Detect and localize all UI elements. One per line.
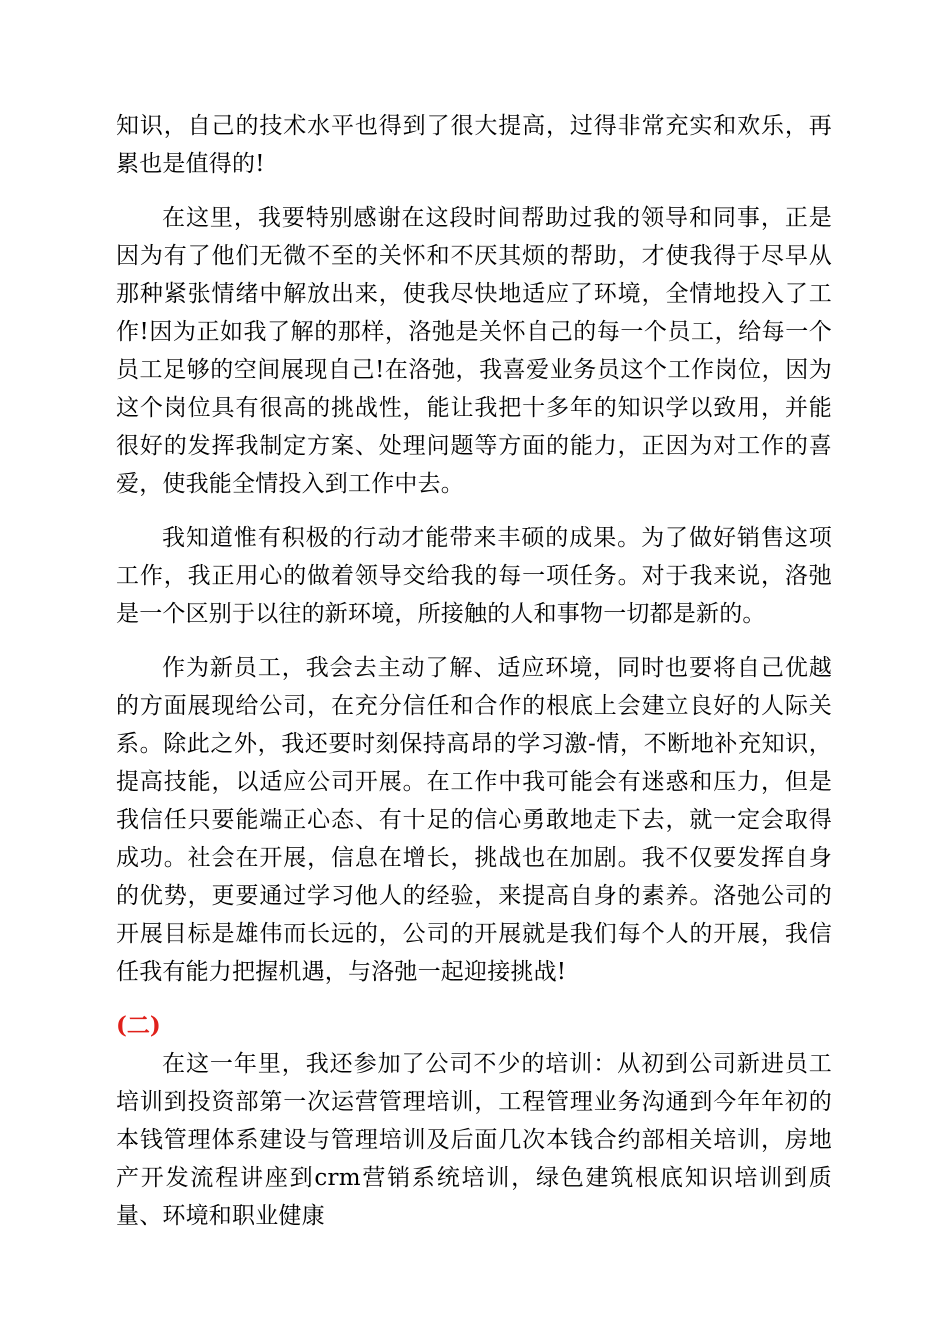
section-heading: (二) (116, 1012, 161, 1039)
paragraph-continuation: 知识，自己的技术水平也得到了很大提高，过得非常充实和欢乐，再累也是值得的! (116, 113, 832, 177)
paragraph-new-employee: 作为新员工，我会去主动了解、适应环境，同时也要将自己优越的方面展现给公司，在充分信任和合作的根底上会建立良好的人际关系。除此之外，我还要时刻保持高昂的学习激-情，不断地补充知识，提高技能，以适应公司开展。在工作中我可能会有迷惑和压力，但是我信任只要能端正心态、有十足的信心勇敢地走下去，就一定会取得成功。社会在开展，信息在增长，挑战也在加剧。我不仅要发挥自身的优势，更要通过学习他人的经验，来提高自身的素养。洛弛公司的开展目标是雄伟而长远的，公司的开展就是我们每个人的开展，我信任我有能力把握机遇，与洛弛一起迎接挑战! (116, 655, 832, 985)
paragraph-action: 我知道惟有积极的行动才能带来丰硕的成果。为了做好销售这项工作，我正用心的做着领导交给我的每一项任务。对于我来说，洛弛是一个区别于以往的新环境，所接触的人和事物一切都是新的。 (116, 525, 832, 627)
paragraph-training: 在这一年里，我还参加了公司不少的培训：从初到公司新进员工培训到投资部第一次运营管理培训，工程管理业务沟通到今年年初的本钱管理体系建设与管理培训及后面几次本钱合约部相关培训，房地产开发流程讲座到crm营销系统培训，绿色建筑根底知识培训到质量、环境和职业健康 (116, 1051, 832, 1229)
document-page (116, 107, 832, 1235)
paragraph-thanks: 在这里，我要特别感谢在这段时间帮助过我的领导和同事，正是因为有了他们无微不至的关怀和不厌其烦的帮助，才使我得于尽早从那种紧张情绪中解放出来，使我尽快地适应了环境，全情地投入了工作!因为正如我了解的那样，洛弛是关怀自己的每一个员工，给每一个员工足够的空间展现自己!在洛弛，我喜爱业务员这个工作岗位，因为这个岗位具有很高的挑战性，能让我把十多年的知识学以致用，并能很好的发挥我制定方案、处理问题等方面的能力，正因为对工作的喜爱，使我能全情投入到工作中去。 (116, 205, 832, 497)
